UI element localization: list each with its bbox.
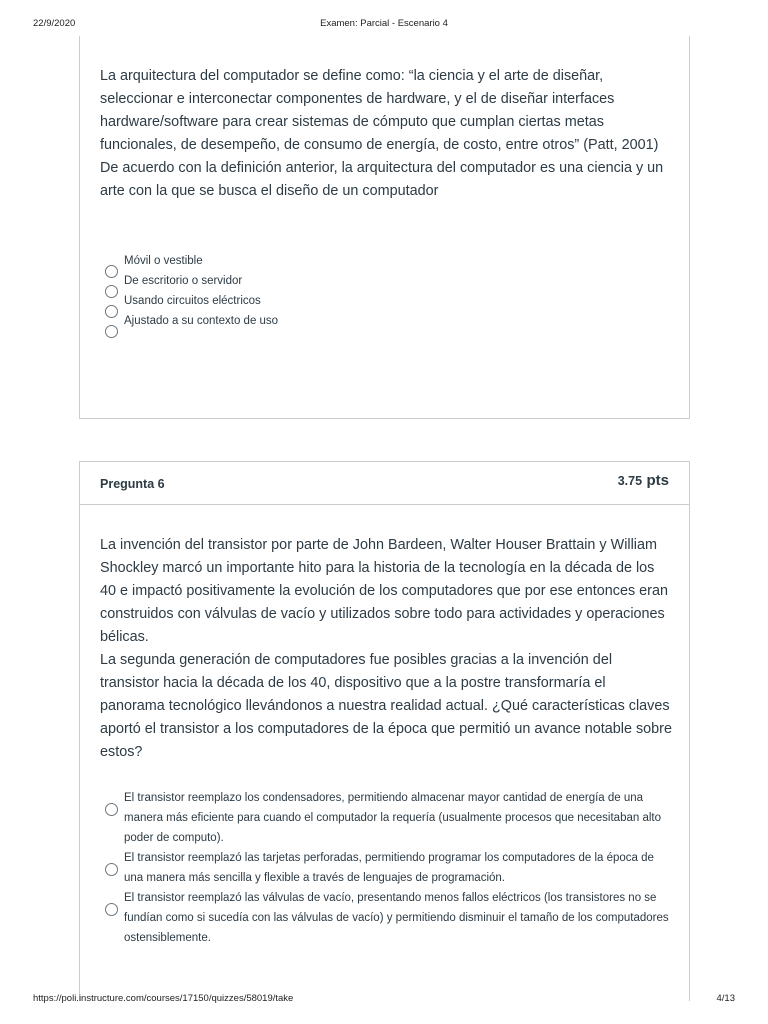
answer-label: De escritorio o servidor (124, 275, 243, 287)
question-6-paragraph: La segunda generación de computadores fue posibles gracias a la invención del transistor hacia la década de los 40, dispositivo que a la postre transformaría el panorama tecnológico llevándonos a nuestra realidad actual. ¿Qué características claves aportó el transistor a los computadores de la época que permitió un avance notable sobre estos? (100, 652, 672, 760)
answer-option[interactable] (100, 251, 672, 271)
question-6-card (79, 461, 690, 1001)
answer-option[interactable] (100, 848, 672, 888)
question-6-answers (100, 788, 672, 948)
question-6-paragraph: La invención del transistor por parte de John Bardeen, Walter Houser Brattain y William Shockley marcó un importante hito para la historia de la tecnología en la década de los 40 e impactó positivamente la evolución de los computadores que por ese entonces eran construidos con válvulas de vacío y utilizados sobre todo para actividades y operaciones bélicas. (100, 537, 668, 645)
page-number: 4/13 (716, 993, 735, 1004)
question-5-paragraph: La arquitectura del computador se define como: “la ciencia y el arte de diseñar, seleccionar e interconectar componentes de hardware, y el de diseñar interfaces hardware/software para crear sistemas de cómputo que cumplan ciertas metas funcionales, de desempeño, de consumo de energía, de costo, entre otros” (Patt, 2001) (100, 68, 659, 153)
question-header (80, 462, 689, 505)
print-title: Examen: Parcial - Escenario 4 (320, 18, 448, 29)
question-5-answers (100, 251, 672, 331)
answer-option[interactable] (100, 271, 672, 291)
points-unit: pts (646, 472, 669, 489)
question-title: Pregunta 6 (100, 477, 165, 491)
points-value: 3.75 (617, 474, 643, 488)
radio-button[interactable] (105, 803, 118, 816)
print-url: https://poli.instructure.com/courses/17150/quizzes/58019/take (33, 993, 294, 1004)
radio-button[interactable] (105, 325, 118, 338)
question-points (618, 472, 669, 490)
answer-option[interactable] (100, 888, 672, 948)
answer-label: Ajustado a su contexto de uso (124, 315, 279, 327)
answer-option[interactable] (100, 788, 672, 848)
question-6-text (100, 534, 672, 764)
question-5-card (79, 36, 690, 419)
answer-label: El transistor reemplazó las tarjetas perforadas, permitiendo programar los computadores de la época de una manera más sencilla y flexible a través de lenguajes de programación. (124, 852, 654, 884)
answer-label: El transistor reemplazó las válvulas de vacío, presentando menos fallos eléctricos (los transistores no se fundían como si sucedía con las válvulas de vacío) y permitiendo disminuir el tamaño de los computadores ostensiblemente. (124, 892, 669, 944)
radio-button[interactable] (105, 903, 118, 916)
answer-label: El transistor reemplazo los condensadores, permitiendo almacenar mayor cantidad de energía de una manera más eficiente para cuando el computador la requería (usualmente procesos que necesitaban alto poder de computo). (124, 792, 661, 844)
print-footer (0, 993, 768, 1007)
print-date: 22/9/2020 (33, 18, 76, 29)
radio-button[interactable] (105, 863, 118, 876)
answer-option[interactable] (100, 311, 672, 331)
question-5-paragraph: De acuerdo con la definición anterior, la arquitectura del computador es una ciencia y un arte con la que se busca el diseño de un computador (100, 160, 664, 199)
answer-label: Usando circuitos eléctricos (124, 295, 261, 307)
print-header (0, 18, 768, 32)
question-5-text (100, 65, 672, 203)
answer-label: Móvil o vestible (124, 255, 203, 267)
answer-option[interactable] (100, 291, 672, 311)
